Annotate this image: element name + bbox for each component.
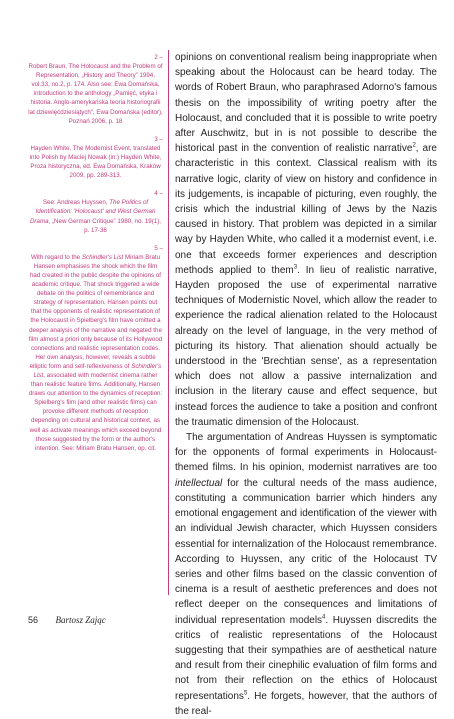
text-run: . He forgets, however, that the authors of the real- (175, 690, 437, 717)
text-run: . In lieu of realistic narrative, Hayden proposed the use of experimental narrative techniques of Modernistic Novel, which allow the reader to experience the radical alienation related to the Holocaust already on the level of language, in the very method of picturing its history. That alienation should actually be understood in the 'Brechtian sense', as a representation which does not allow a passive internalization and inclusion in the literary cause and effect sequence, but instead forces the audience to take a position and confront the traumatic dimension of the Holocaust. (175, 264, 438, 428)
footnote (28, 244, 163, 453)
text-run: , associated with modernist cinema rather than realistic feature films. Additionally, Hansen draws our attention to the dynamics of reception: Spielberg's film (and other realistic films) can provoke different methods of reception depending on cultural and historical context, as well as activate meanings which exceed beyond those suggested by the form or the author's intention. See: Miriam Bratu Hansen, op. cit. (28, 372, 163, 452)
footnote (28, 189, 163, 234)
text-run: Miriam Bratu Hansen emphasises the shock which the film had created in the public despite the opinions of academic critique. That shock triggered a wide debate on the politics of remembrance and strategy of representation. Hansen points out that the opponents of realistic representation of the Holocaust in Spielberg's film have omitted a deeper analysis of the narrative and negated the film almost a priori only because of its Hollywood connections and realistic representation codes. Her own analysis, however, reveals a subtle elliptic form and self-reflexiveness of (28, 253, 163, 370)
footnote-text (28, 253, 163, 453)
text-run: for the cultural needs of the mass audience, constituting a communication barrier which hinders any emotional engagement and identification of the viewer with an individual Jewish character, which Huyssen considers essential for internalization of the Holocaust remembrance. According to Huyssen, any critic of the Holocaust TV series and other films based on the classic convention of cinema is a result of aesthetic preferences and does not reflect deeper on the consequences and limitations of individual representation models (175, 477, 437, 626)
footnote-ref: 4 (322, 614, 326, 621)
text-run: , „New German Critique” 1980, no. 19(1), p. 17-36 (48, 217, 162, 234)
text-run: Hayden White, The Modernist Event, translated into Polish by Maciej Nowak (in:) Hayden White, Proza historyczna, ed. Ewa Domańska, Kraków 2009, pp. 289-313. (29, 144, 162, 180)
text-run: Schindler's List (33, 362, 162, 379)
footnote-number: 5 – (154, 244, 163, 252)
text-run: , are characteristic in this context. Classical realism with its narrative logic, clarity of view on history and confidence in its judgements, is incapable of picturing, even roughly, the crisis which the industrial killing of Jews by the Nazis caused in history. That problem was depicted in a similar way by Hayden White, who called it a modernist event, i.e. one that exceeds former experiences and description methods applied to them (175, 143, 437, 276)
body-paragraph (175, 430, 437, 719)
text-run: Schindler's List (81, 253, 124, 261)
footnote-number: 3 – (154, 135, 163, 143)
text-run: intellectual (175, 477, 223, 489)
footnote-ref: 2 (412, 142, 416, 149)
main-text-column (175, 50, 437, 719)
footnote-number: 4 – (154, 190, 163, 198)
column-divider (168, 50, 169, 595)
footnote-text (28, 62, 163, 126)
footnote-number: 2 – (154, 54, 163, 61)
footnote-ref: 5 (243, 690, 248, 697)
page-number: 56 (28, 615, 39, 625)
footnote (28, 135, 163, 180)
footnotes-column (28, 53, 163, 462)
text-run: See: Andreas Huyssen, (42, 199, 110, 207)
footnote (28, 53, 163, 126)
page-footer (28, 615, 106, 625)
text-run: With regard to the (30, 253, 82, 261)
running-author: Bartosz Zając (55, 615, 106, 625)
body-paragraph (175, 50, 437, 430)
footnote-ref: 3 (293, 264, 298, 271)
text-run: opinions on conventional realism being inappropriate when speaking about the Holocaust can be heard today. The words of Robert Braun, who paraphrased Adorno's famous thesis on the impossibility of writing poetry after the Holocaust, and concluded that it is possible to write poetry after Auschwitz, but in is not possible to describe the historical past in the convention of realistic narrative (175, 52, 437, 155)
text-run: Robert Braun, The Holocaust and the Problem of Representation, „History and Theory” 1994, vol.33, no.2, p. 174. Also see: Ewa Domańska, introduction to the anthology „Pamięć, etyka i historia. Anglo-amerykańska teoria historiografii lat dziewięćdziesiątych”, Ewa Domańska (editor), Poznań 2006, p. 18 (28, 63, 163, 125)
text-run: The Politics of Identification: 'Holocaust' and West German Drama (29, 199, 156, 225)
text-run: . Huyssen discredits the critics of realistic representations of the Holocaust suggesting that their sympathies are of aesthetical nature and result from their cinephilic evaluation of film forms and not from their reflection on the ethics of Holocaust representations (175, 614, 437, 702)
text-run: The argumentation of Andreas Huyssen is symptomatic for the opponents of formal experiments in Holocaust-themed films. In his opinion, modernist narratives are too (175, 432, 437, 474)
footnote-text (28, 144, 163, 180)
footnote-text (28, 198, 163, 234)
